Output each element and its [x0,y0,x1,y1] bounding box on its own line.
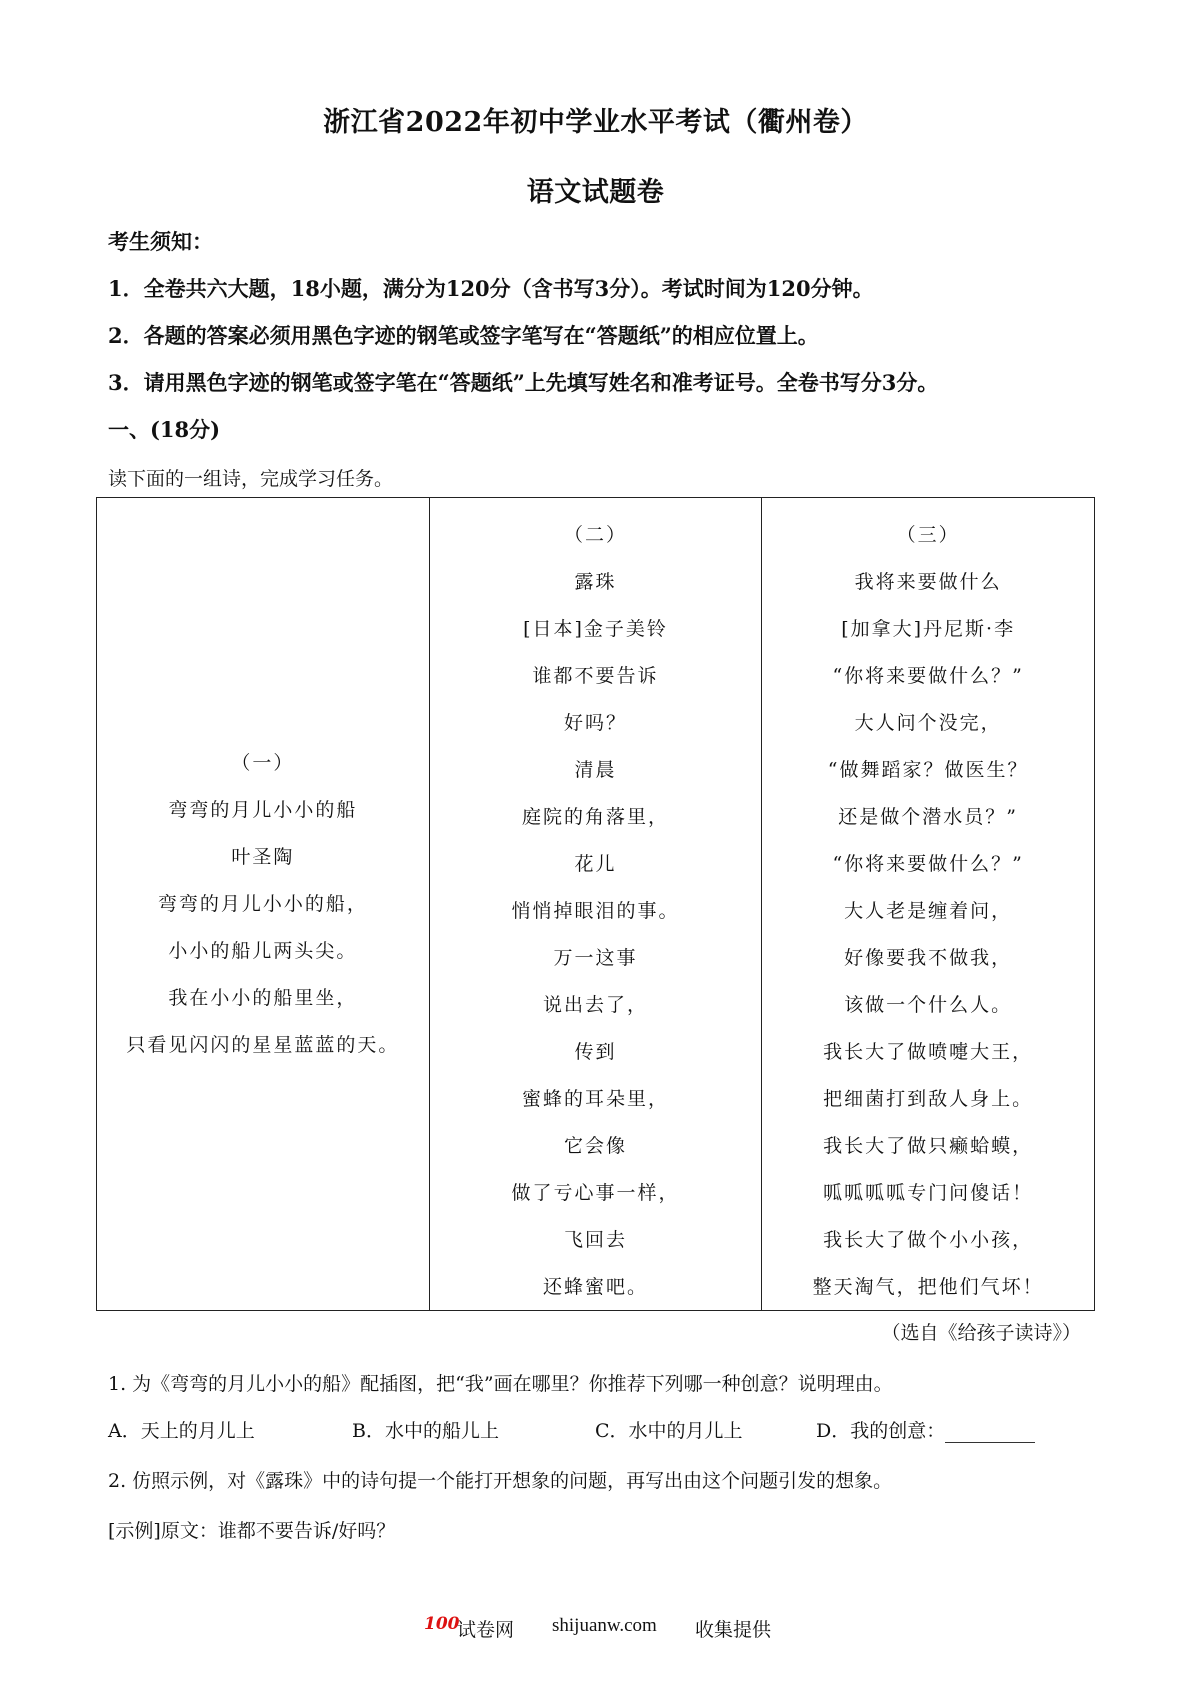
poem-author: [日本]金子美铃 [523,618,668,640]
poem-line: 呱呱呱呱专门问傻话！ [823,1182,1034,1204]
poem-2 [430,512,762,1311]
exam-subtitle: 语文试题卷 [526,177,665,208]
notice-item: 1．全卷共六大题，18小题，满分为120分（含书写3分）。考试时间为120分钟。 [108,276,874,301]
brand-logo: 100 [424,1614,460,1634]
poem-line: “做舞蹈家？做医生？ [827,759,1029,781]
poem-line: 该做一个什么人。 [844,994,1013,1016]
poem-3 [762,512,1094,1311]
poem-line: 我长大了做喷嚏大王， [823,1041,1034,1063]
poem-line: 整天淘气，把他们气坏！ [812,1276,1044,1298]
option-a: A．天上的月儿上 [108,1420,255,1442]
poem-line: 好吗？ [563,712,627,734]
poem-line: 说出去了， [542,994,648,1016]
poem-line: 悄悄掉眼泪的事。 [511,900,680,922]
poem-line: 做了亏心事一样， [511,1182,680,1204]
poem-author: 叶圣陶 [231,845,295,868]
poem-line: 把细菌打到敌人身上。 [823,1088,1034,1110]
poem-line: 我在小小的船里坐， [168,986,358,1009]
poem-line: 只看见闪闪的星星蓝蓝的天。 [126,1033,400,1056]
brand-name: 试卷网 [457,1619,515,1641]
poem-line: 还蜂蜜吧。 [542,1276,648,1298]
brand-url[interactable]: shijuanw.com [552,1615,657,1636]
poem-line: 大人老是缠着问， [844,900,1013,922]
footer-credit: 收集提供 [695,1619,772,1641]
question-2: 2. 仿照示例，对《露珠》中的诗句提一个能打开想象的问题，再写出由这个问题引发的想象。 [108,1470,893,1492]
poem-number: （一） [231,751,295,774]
poem-line: 我长大了做只癞蛤蟆， [823,1135,1034,1157]
option-c: C．水中的月儿上 [595,1420,743,1442]
option-b: B．水中的船儿上 [352,1420,499,1442]
poem-author: [加拿大]丹尼斯·李 [841,618,1016,640]
section-instruction: 读下面的一组诗，完成学习任务。 [108,468,394,490]
option-d [816,1416,1035,1443]
poem-line: 飞回去 [563,1229,627,1251]
page-footer [0,1614,1191,1644]
poem-line: 传到 [574,1041,617,1063]
poem-line: 蜜蜂的耳朵里， [521,1088,669,1110]
poem-number: （二） [563,524,627,546]
question-1: 1. 为《弯弯的月儿小小的船》配插图，把“我”画在哪里？你推荐下列哪一种创意？说明理由。 [108,1373,893,1395]
poem-line: 小小的船儿两头尖。 [168,939,358,962]
poem-line: 弯弯的月儿小小的船， [157,892,368,915]
poem-line: 我长大了做个小小孩， [823,1229,1034,1251]
poem-line: 万一这事 [553,947,638,969]
poem-cell-1 [97,498,430,1311]
exam-title: 浙江省2022年初中学业水平考试（衢州卷） [323,107,868,138]
poem-title: 我将来要做什么 [854,571,1002,593]
poem-line: 大人问个没完， [854,712,1002,734]
notice-item: 2．各题的答案必须用黑色字迹的钢笔或签字笔写在“答题纸”的相应位置上。 [108,323,819,348]
poem-line: “你将来要做什么？” [832,665,1024,687]
question-2-example: [示例]原文：谁都不要告诉/好吗？ [108,1520,396,1542]
poem-title: 弯弯的月儿小小的船 [168,798,358,821]
poem-source: （选自《给孩子读诗》） [881,1322,1081,1344]
poem-line: “你将来要做什么？” [832,853,1024,875]
answer-blank [945,1422,1035,1443]
poem-cell-2 [429,498,762,1311]
poem-number: （三） [896,524,960,546]
poem-line: 它会像 [563,1135,627,1157]
poem-table [96,497,1095,1311]
notice-item: 3．请用黑色字迹的钢笔或签字笔在“答题纸”上先填写姓名和准考证号。全卷书写分3分。 [108,370,939,395]
poem-line: 清晨 [574,759,617,781]
poem-title: 露珠 [574,571,617,593]
poem-1 [97,740,429,1069]
poem-line: 谁都不要告诉 [532,665,659,687]
option-d-label: D．我的创意： [816,1420,946,1442]
notice-heading: 考生须知： [108,229,213,254]
poem-cell-3 [762,498,1095,1311]
section-heading: 一、(18分) [108,417,221,442]
poem-line: 好像要我不做我， [844,947,1013,969]
poem-line: 庭院的角落里， [521,806,669,828]
poem-line: 还是做个潜水员？” [838,806,1019,828]
question-1-options [108,1416,1108,1446]
poem-line: 花儿 [574,853,617,875]
